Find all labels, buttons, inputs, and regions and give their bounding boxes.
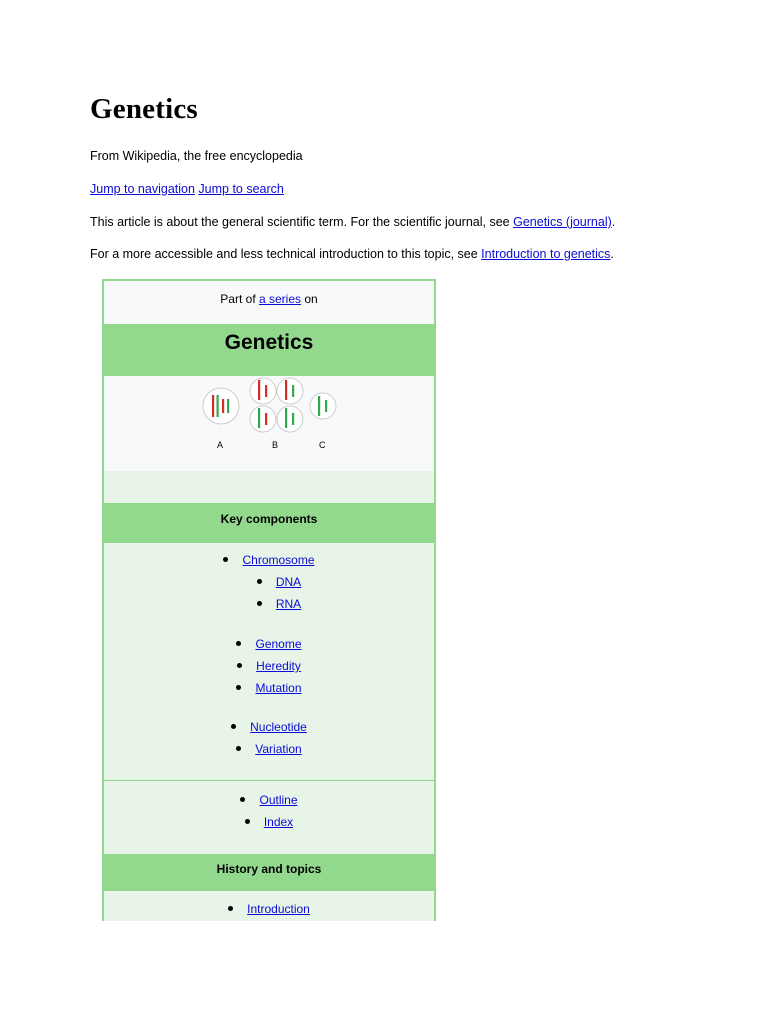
key-components-header: Key components <box>104 503 434 543</box>
list-item-nucleotide <box>104 718 434 736</box>
list-item-chromosome <box>104 551 434 569</box>
chromosome-link[interactable]: Chromosome <box>242 553 315 567</box>
illustration-label-a: A <box>217 440 224 450</box>
list-item-index <box>104 813 434 831</box>
genome-link[interactable]: Genome <box>255 637 302 651</box>
jump-links <box>90 182 284 196</box>
hatnote-intro-text: For a more accessible and less technical introduction to this topic, see <box>90 247 482 261</box>
mutation-link[interactable]: Mutation <box>255 681 302 695</box>
list-item-variation <box>104 740 434 758</box>
series-suffix: on <box>301 292 318 306</box>
page-title: Genetics <box>90 93 198 125</box>
illustration-label-b: B <box>272 440 279 450</box>
index-link[interactable]: Index <box>263 815 294 829</box>
hatnote-journal-text: This article is about the general scientific term. For the scientific journal, see <box>90 215 514 229</box>
variation-link[interactable]: Variation <box>255 742 302 756</box>
site-tagline: From Wikipedia, the free encyclopedia <box>90 149 303 163</box>
chromosome-illustration <box>104 376 434 471</box>
list-item-genome <box>104 635 434 653</box>
list-item-introduction <box>104 900 434 918</box>
jump-to-search-link[interactable]: Jump to search <box>198 182 284 196</box>
genetics-infobox <box>102 279 436 921</box>
hatnote-journal-period: . <box>611 215 616 229</box>
dna-link[interactable]: DNA <box>275 575 302 589</box>
chromosome-diagram <box>104 376 434 471</box>
jump-to-navigation-link[interactable]: Jump to navigation <box>90 182 195 196</box>
history-topics-header: History and topics <box>104 854 434 891</box>
introduction-to-genetics-link[interactable]: Introduction to genetics <box>481 247 611 261</box>
list-item-mutation <box>104 679 434 697</box>
rna-link[interactable]: RNA <box>275 597 302 611</box>
introduction-link[interactable]: Introduction <box>247 902 310 916</box>
outline-link[interactable]: Outline <box>259 793 298 807</box>
hatnote-introduction <box>90 247 614 261</box>
list-item-rna <box>104 595 434 613</box>
series-prefix: Part of <box>220 292 259 306</box>
hatnote-intro-period: . <box>610 247 614 261</box>
section-divider <box>104 780 434 781</box>
hatnote-journal <box>90 215 615 229</box>
series-link[interactable]: a series <box>258 292 302 306</box>
list-item-outline <box>104 791 434 809</box>
illustration-label-c: C <box>319 440 326 450</box>
heredity-link[interactable]: Heredity <box>256 659 301 673</box>
series-caption <box>104 281 434 324</box>
list-item-dna <box>104 573 434 591</box>
list-item-heredity <box>104 657 434 675</box>
infobox-title: Genetics <box>104 324 434 376</box>
genetics-journal-link[interactable]: Genetics (journal) <box>513 215 612 229</box>
nucleotide-link[interactable]: Nucleotide <box>250 720 307 734</box>
